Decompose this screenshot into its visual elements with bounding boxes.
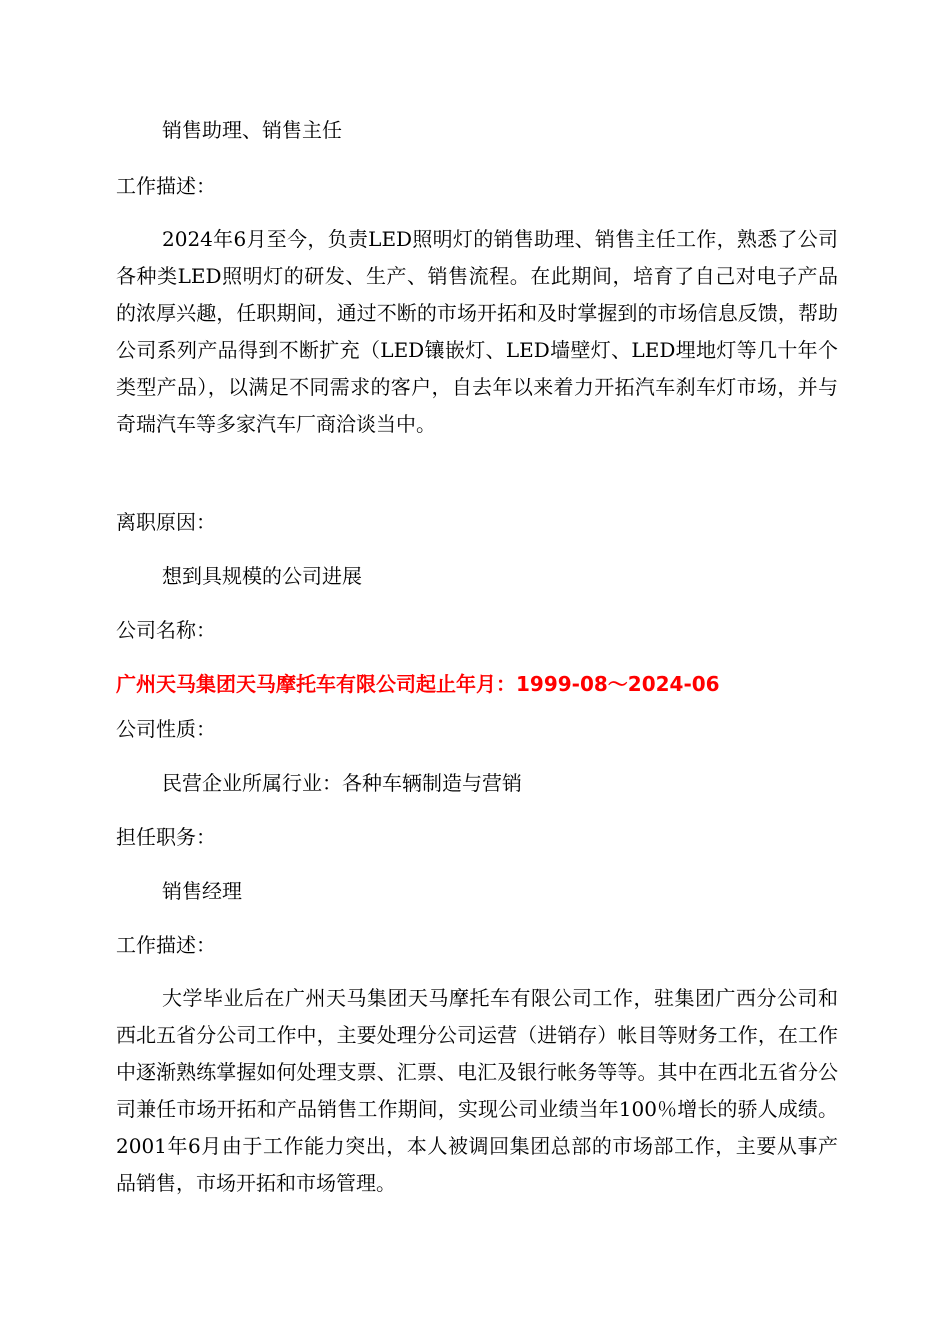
- leave-reason-text: 想到具规模的公司进展: [162, 564, 362, 588]
- leave-reason-label: 离职原因：: [116, 510, 216, 534]
- work-description-label-2: 工作描述：: [116, 933, 216, 957]
- work-description-text-2: 大学毕业后在广州天马集团天马摩托车有限公司工作，驻集团广西分公司和西北五省分公司工作中，主要处理分公司运营（进销存）帐目等财务工作，在工作中逐渐熟练掌握如何处理支票、汇票、电汇及银行帐务等等。其中在西北五省分公司兼任市场开拓和产品销售工作期间，实现公司业绩当年100％增长的骄人成绩。2001年6月由于工作能力突出，本人被调回集团总部的市场部工作，主要从事产品销售，市场开拓和市场管理。: [116, 986, 838, 1195]
- company-name-label: 公司名称：: [116, 618, 216, 642]
- company-name-highlight: 广州天马集团天马摩托车有限公司起止年月：1999-08～2024-06: [116, 672, 720, 696]
- work-description-text-1: 2024年6月至今，负责LED照明灯的销售助理、销售主任工作，熟悉了公司各种类LED照明灯的研发、生产、销售流程。在此期间，培育了自己对电子产品的浓厚兴趣，任职期间，通过不断的市场开拓和及时掌握到的市场信息反馈，帮助公司系列产品得到不断扩充（LED镶嵌灯、LED墙壁灯、LED埋地灯等几十年个类型产品），以满足不同需求的客户，自去年以来着力开拓汽车刹车灯市场，并与奇瑞汽车等多家汽车厂商洽谈当中。: [116, 227, 838, 436]
- position-title-1: 销售助理、销售主任: [162, 118, 342, 142]
- company-nature-value: 民营企业所属行业：各种车辆制造与营销: [162, 771, 522, 795]
- job-role-value: 销售经理: [162, 879, 242, 903]
- company-nature-label: 公司性质：: [116, 717, 216, 741]
- work-description-label-1: 工作描述：: [116, 174, 216, 198]
- job-role-label: 担任职务：: [116, 825, 216, 849]
